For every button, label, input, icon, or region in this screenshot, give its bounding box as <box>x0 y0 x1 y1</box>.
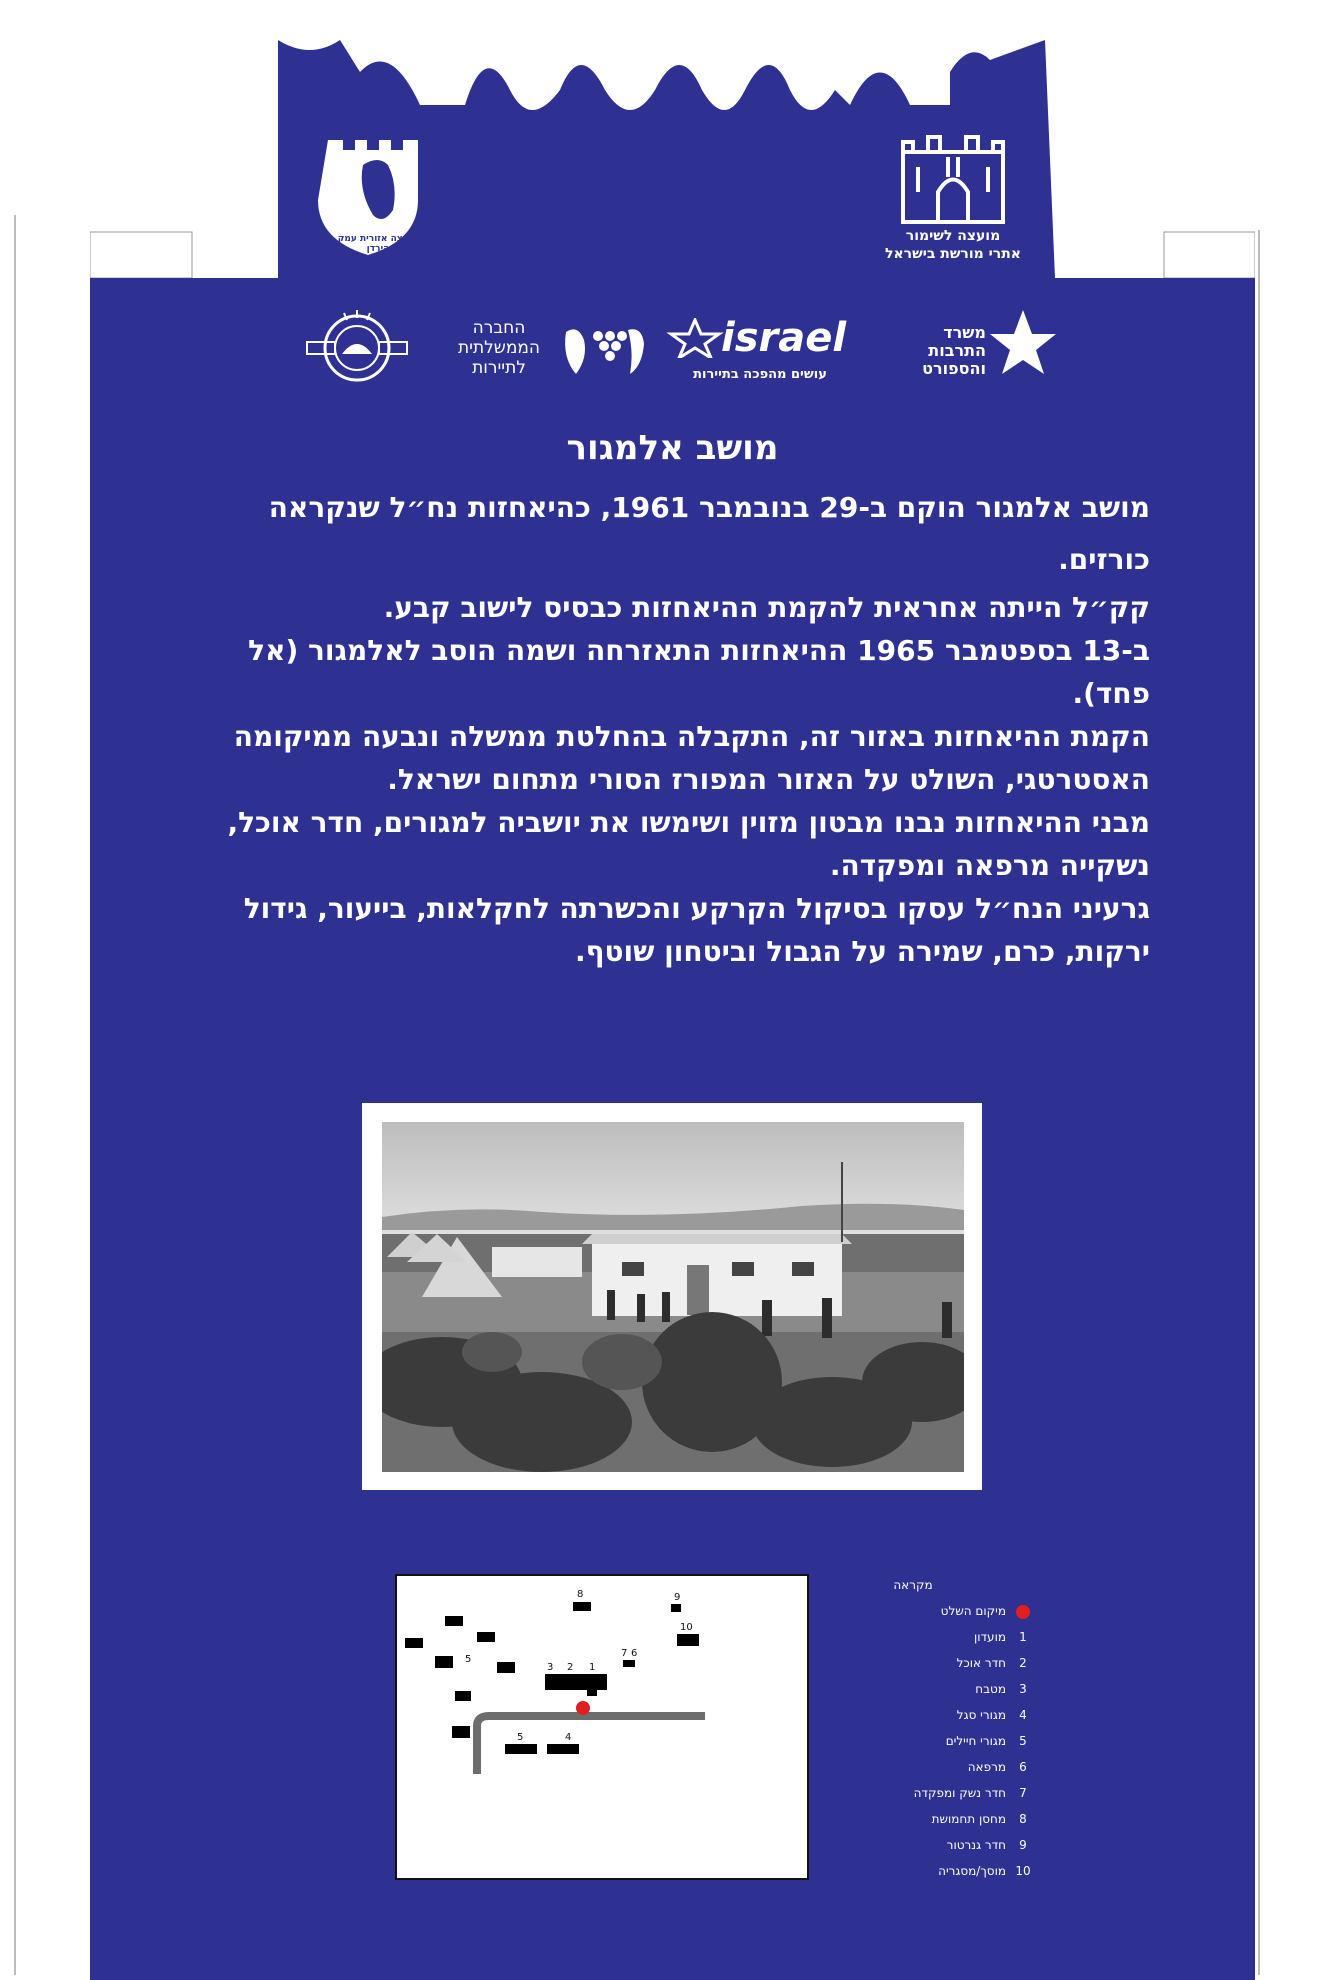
map-building <box>573 1602 591 1611</box>
legend-title: מקראה <box>893 1578 933 1592</box>
frame-line-left <box>14 215 16 1975</box>
legend-item: 4 מגורי סגל <box>956 1708 1027 1722</box>
body-text <box>190 482 1150 973</box>
map-building <box>452 1726 470 1738</box>
map-label-10: 10 <box>680 1622 693 1633</box>
gov-tourism-line1: החברה <box>472 318 526 338</box>
photo-frame <box>362 1103 982 1490</box>
map-building <box>405 1638 423 1648</box>
legend-title-row <box>820 1572 1040 1598</box>
map-building <box>477 1632 495 1642</box>
map-building <box>545 1674 607 1690</box>
culture-ministry-line2: התרבות <box>928 341 986 360</box>
map-building <box>547 1744 579 1754</box>
israel-tourism-word: israel <box>721 315 847 361</box>
legend-sign-location: מיקום השלט <box>940 1604 1006 1618</box>
israel-tourism-tagline: עושים מהפכה בתיירות <box>693 367 827 382</box>
map-label-5-upper: 5 <box>465 1654 472 1665</box>
historical-photo <box>382 1122 964 1472</box>
map-legend <box>820 1572 1040 1884</box>
heritage-sign <box>90 0 1255 1980</box>
israel-tourism-icon <box>665 318 725 358</box>
legend-sign-location-row <box>820 1598 1040 1624</box>
legend-item: 5 מגורי חיילים <box>945 1734 1027 1748</box>
heritage-council-logo <box>868 122 1038 272</box>
map-label-5-lower: 5 <box>517 1732 524 1743</box>
paragraph-3: ב-13 בספטמבר 1965 ההיאחזות התאזרחה ושמה הוסב לאלמגור (אל פחד). <box>248 634 1150 710</box>
map-building <box>623 1660 635 1667</box>
legend-item: 8 מחסן תחמושת <box>931 1812 1027 1826</box>
map-building <box>497 1662 515 1673</box>
map-label-7: 7 <box>621 1648 628 1659</box>
paragraph-2: קק״ל הייתה אחראית להקמת ההיאחזות כבסיס לישוב קבע. <box>383 591 1150 624</box>
paragraph-6: גרעיני הנח״ל עסקו בסיקול הקרקע והכשרתה לחקלאות, בייעור, גידול ירקות, כרם, שמירה על הגבול וביטחון שוטף. <box>243 892 1150 968</box>
legend-item: 9 חדר גנרטור <box>946 1838 1027 1852</box>
legend-item: 2 חדר אוכל <box>956 1656 1027 1670</box>
map-building <box>435 1656 453 1668</box>
page-title: מושב אלמגור <box>566 428 779 468</box>
gov-tourism-company-logo <box>438 318 648 390</box>
village-emblem-logo <box>302 306 412 390</box>
heritage-council-caption-line2: אתרי מורשת בישראל <box>885 246 1021 262</box>
site-map <box>395 1574 809 1880</box>
map-label-8: 8 <box>577 1589 584 1600</box>
heritage-council-caption-line1: מועצה לשימור <box>905 228 1001 244</box>
paragraph-5: מבני ההיאחזות נבנו מבטון מזוין ושימשו את יושביה למגורים, חדר אוכל, נשקייה מרפאה ומפקדה. <box>227 806 1150 882</box>
regional-council-caption: מועצה אזורית עמק הירדן <box>337 234 419 254</box>
map-building <box>455 1691 471 1701</box>
culture-ministry-line3: והספורט <box>922 359 986 378</box>
map-building <box>587 1674 597 1696</box>
heritage-castle-icon <box>893 122 1013 227</box>
legend-item: 10 מוסך/מסגריה <box>938 1864 1031 1878</box>
gov-tourism-line3: לתיירות <box>472 358 526 378</box>
village-emblem-icon <box>302 306 412 390</box>
grapes-icon <box>558 322 648 382</box>
red-dot-icon <box>1006 1598 1040 1624</box>
map-label-4: 4 <box>565 1732 572 1743</box>
map-label-3: 3 <box>547 1662 554 1673</box>
culture-ministry-logo <box>898 308 1058 388</box>
legend-item: 7 חדר נשק ומפקדה <box>913 1786 1027 1800</box>
map-label-1: 1 <box>589 1662 596 1673</box>
sign-location-marker <box>576 1701 590 1715</box>
map-building <box>677 1634 699 1646</box>
legend-item: 6 מרפאה <box>967 1760 1027 1774</box>
regional-council-logo <box>318 130 438 260</box>
legend-item: 3 מטבח <box>975 1682 1027 1696</box>
star-hand-icon <box>988 308 1058 388</box>
israel-tourism-logo <box>665 315 855 388</box>
map-label-6: 6 <box>631 1648 638 1659</box>
map-label-9: 9 <box>674 1592 681 1603</box>
map-building <box>671 1604 681 1612</box>
culture-ministry-line1: משרד <box>943 323 986 342</box>
paragraph-4: הקמת ההיאחזות באזור זה, התקבלה בהחלטת ממשלה ונבעה ממיקומה האסטרטגי, השולט על האזור המפורז הסורי מתחום ישראל. <box>233 720 1150 796</box>
legend-item: 1 מועדון <box>973 1630 1027 1644</box>
map-building <box>505 1744 537 1754</box>
gov-tourism-line2: הממשלתית <box>457 338 541 358</box>
paragraph-1: מושב אלמגור הוקם ב-29 בנובמבר 1961, כהיאחזות נח״ל שנקראה כורזים. <box>268 491 1150 576</box>
map-label-2: 2 <box>567 1662 574 1673</box>
map-building <box>445 1616 463 1626</box>
frame-line-right <box>1258 230 1260 1975</box>
